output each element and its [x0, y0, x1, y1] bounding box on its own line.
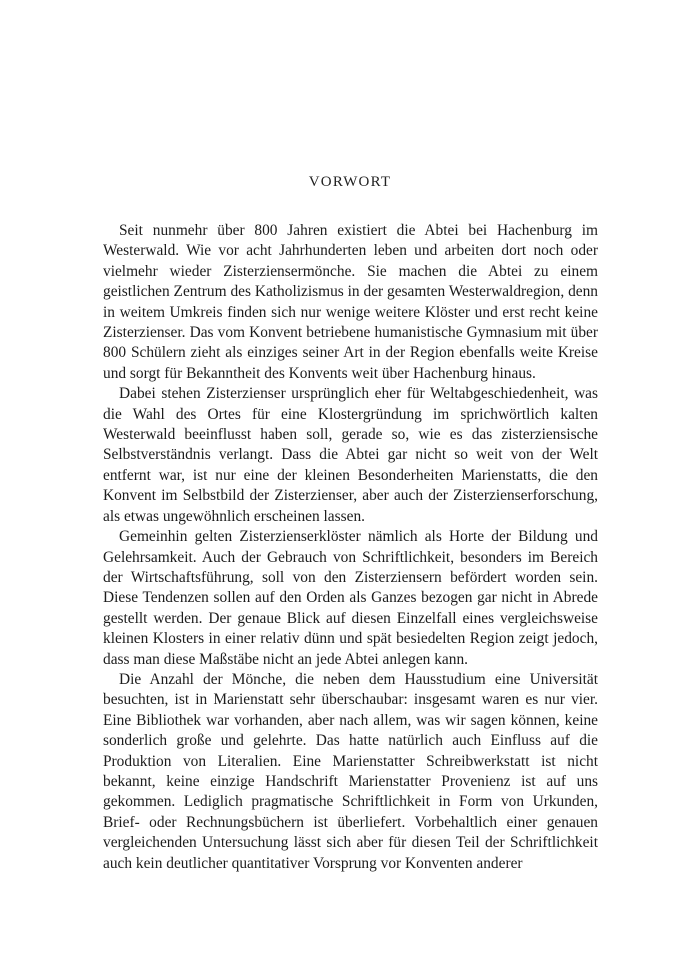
paragraph: Die Anzahl der Mönche, die neben dem Hausstudium eine Universität besuchten, ist in Marienstatt sehr überschaubar: insgesamt waren es nur vier. Eine Bibliothek war vorhanden, aber nach allem, was wir sagen können, keine sonderlich große und gelehrte. Das hatte natürlich auch Einfluss auf die Produktion von Literalien. Eine Marienstatter Schreibwerkstatt ist nicht bekannt, keine einzige Handschrift Marienstatter Provenienz ist auf uns gekommen. Lediglich pragmatische Schriftlichkeit in Form von Urkunden, Brief- oder Rechnungsbüchern ist überliefert. Vorbehaltlich einer genauen vergleichenden Untersuchung lässt sich aber für diesen Teil der Schriftlichkeit auch kein deutlicher quantitativer Vorsprung vor Konventen anderer: [103, 670, 598, 872]
paragraph: Dabei stehen Zisterzienser ursprünglich eher für Weltabgeschiedenheit, was die Wahl des Ortes für eine Klostergründung im sprichwörtlich kalten Westerwald beeinflusst haben soll, gerade so, wie es das zisterziensische Selbstverständnis verlangt. Dass die Abtei gar nicht so weit von der Welt entfernt war, ist nur eine der kleinen Besonderheiten Marienstatts, die den Konvent im Selbstbild der Zisterzienser, aber auch der Zisterzienserforschung, als etwas ungewöhnlich erscheinen lassen.: [103, 385, 598, 525]
paragraph: Seit nunmehr über 800 Jahren existiert die Abtei bei Hachenburg im Westerwald. Wie vor acht Jahrhunderten leben und arbeiten dort noch oder vielmehr wieder Zisterziensermönche. Sie machen die Abtei zu einem geistlichen Zentrum des Katholizismus in der gesamten Westerwaldregion, denn in weitem Umkreis finden sich nur wenige weitere Klöster und erst recht keine Zisterzienser. Das vom Konvent betriebene humanistische Gymnasium mit über 800 Schülern zieht als einziges seiner Art in der Region ebenfalls weite Kreise und sorgt für Bekanntheit des Konvents weit über Hachenburg hinaus.: [103, 222, 598, 382]
paragraph: Gemeinhin gelten Zisterzienserklöster nämlich als Horte der Bildung und Gelehrsamkeit. Auch der Gebrauch von Schriftlichkeit, besonders im Bereich der Wirtschaftsführung, soll von den Zisterziensern befördert worden sein. Diese Tendenzen sollen auf den Orden als Ganzes bezogen gar nicht in Abrede gestellt werden. Der genaue Blick auf diesen Einzelfall eines vergleichsweise kleinen Klosters in einer relativ dünn und spät besiedelten Region zeigt jedoch, dass man diese Maßstäbe nicht an jede Abtei anlegen kann.: [103, 528, 598, 668]
chapter-heading: VORWORT: [308, 174, 392, 190]
body-text: [103, 221, 598, 874]
